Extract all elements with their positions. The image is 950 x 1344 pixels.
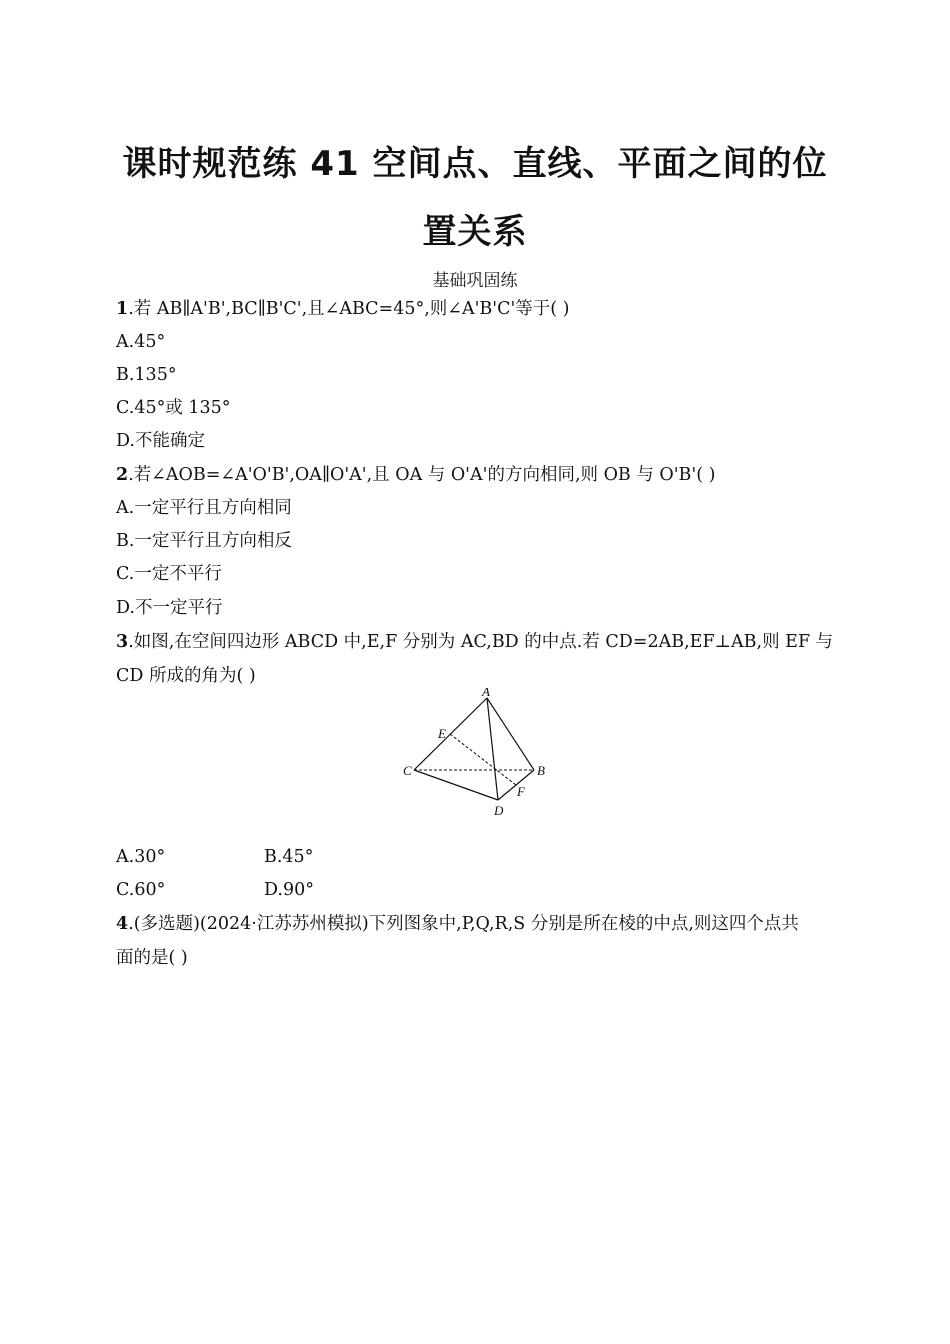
- q1-option-d: D.不能确定: [116, 431, 205, 451]
- question-1: [116, 297, 570, 321]
- edge-cd: [414, 770, 498, 800]
- label-e: E: [438, 726, 446, 741]
- question-number: 3: [116, 632, 129, 652]
- question-3: [116, 630, 833, 654]
- question-4-continued: 面的是( ): [116, 948, 188, 968]
- question-text: .(多选题)(2024·江苏苏州模拟)下列图象中,P,Q,R,S 分别是所在棱的中点,则这四个点共: [128, 914, 799, 934]
- question-number: 1: [116, 299, 129, 319]
- label-b: B: [537, 763, 545, 778]
- question-text: .如图,在空间四边形 ABCD 中,E,F 分别为 AC,BD 的中点.若 CD=2AB,EF⊥AB,则 EF 与: [128, 632, 834, 652]
- q1-option-a: A.45°: [116, 332, 166, 352]
- q1-option-c: C.45°或 135°: [116, 398, 231, 418]
- question-3-continued: CD 所成的角为( ): [116, 666, 256, 686]
- question-text: .若 AB∥A'B',BC∥B'C',且∠ABC=45°,则∠A'B'C'等于( ): [128, 299, 570, 319]
- q2-option-d: D.不一定平行: [116, 598, 223, 618]
- label-c: C: [403, 763, 412, 778]
- question-number: 2: [116, 465, 129, 485]
- label-a: A: [482, 688, 490, 699]
- question-text: .若∠AOB=∠A'O'B',OA∥O'A',且 OA 与 O'A'的方向相同,则 OB 与 O'B'( ): [128, 465, 716, 485]
- segment-ef-dashed: [450, 734, 516, 785]
- question-2: [116, 463, 715, 487]
- q2-option-a: A.一定平行且方向相同: [116, 498, 292, 518]
- question-4: [116, 912, 799, 936]
- q3-option-a: A.30°: [116, 847, 166, 867]
- q1-option-b: B.135°: [116, 365, 177, 385]
- page-title-line1: 课时规范练 41 空间点、直线、平面之间的位: [122, 144, 828, 184]
- q3-option-d: D.90°: [264, 880, 314, 900]
- q3-option-b: B.45°: [264, 847, 314, 867]
- label-d: D: [494, 803, 504, 818]
- tetrahedron-figure: [400, 688, 560, 823]
- q2-option-b: B.一定平行且方向相反: [116, 531, 292, 551]
- q3-option-c: C.60°: [116, 880, 166, 900]
- section-heading: 基础巩固练: [432, 271, 518, 291]
- q2-option-c: C.一定不平行: [116, 564, 222, 584]
- question-number: 4: [116, 914, 129, 934]
- label-f: F: [517, 784, 525, 799]
- page-title-line2: 置关系: [422, 212, 528, 252]
